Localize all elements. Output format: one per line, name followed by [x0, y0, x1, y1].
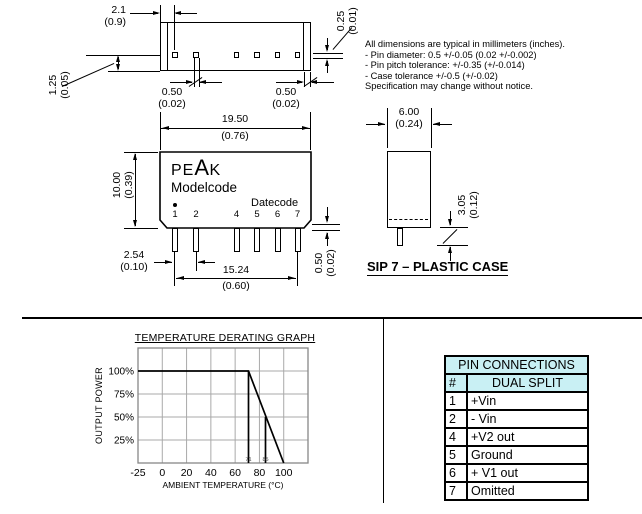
- pin1-marker-dot: [173, 203, 177, 207]
- pin-function-cell: - Vin: [467, 410, 588, 428]
- graph-title: TEMPERATURE DERATING GRAPH: [134, 332, 316, 344]
- curve-point-label: 71: [245, 457, 252, 463]
- pin-table-col1-header: #: [445, 374, 467, 392]
- x-tick-label: 40: [205, 467, 217, 479]
- pin-number-cell: 7: [445, 482, 467, 500]
- dim-arrowhead: [153, 11, 160, 15]
- pin-number-label: 7: [294, 209, 301, 220]
- dim-line: [135, 154, 136, 226]
- curve-point-label: 85: [262, 457, 269, 463]
- logo-k: K: [209, 162, 222, 179]
- dim-arrowhead: [116, 55, 120, 62]
- dim-arrowhead: [177, 276, 184, 280]
- x-tick-label: 20: [180, 467, 193, 479]
- dim-arrowhead: [162, 126, 169, 130]
- x-tick-label: 80: [253, 467, 266, 479]
- dim-pin-below: 1.25 (0.05): [47, 71, 71, 99]
- front-view-pin: [172, 228, 178, 252]
- pin-number-label: 2: [193, 209, 199, 220]
- top-view-pin-square: [193, 52, 199, 58]
- side-view-case: [387, 151, 431, 228]
- pin-function-cell: Omitted: [467, 482, 588, 500]
- dim-arrowhead: [174, 11, 181, 15]
- pin-table-row: [445, 428, 588, 446]
- pin-function-cell: +Vin: [467, 392, 588, 410]
- dim-arrowhead: [325, 45, 329, 52]
- logo-a: A: [194, 155, 210, 180]
- pin-number-cell: 4: [445, 428, 467, 446]
- modelcode-label: Modelcode: [171, 180, 238, 195]
- top-view-pin-square: [172, 52, 178, 58]
- note-line: - Case tolerance +/-0.5 (+/-0.02): [365, 70, 498, 81]
- dim-line: [108, 71, 160, 72]
- top-view-pin-square: [295, 52, 301, 58]
- dim-line: [174, 252, 175, 286]
- pin-function-cell: +V2 out: [467, 428, 588, 446]
- dim-case-height: 10.00 (0.39): [111, 171, 135, 199]
- dim-case-width-in: (0.76): [221, 130, 249, 142]
- dim-arrowhead: [133, 220, 137, 227]
- plot-border: [138, 348, 308, 463]
- pin-function-cell: Ground: [467, 446, 588, 464]
- pin-number-cell: 5: [445, 446, 467, 464]
- y-tick-label: 25%: [113, 435, 134, 447]
- dim-arrowhead: [198, 260, 205, 264]
- dim-arrowhead: [433, 122, 440, 126]
- datecode-label: Datecode: [251, 197, 299, 209]
- y-tick-label: 75%: [113, 389, 134, 401]
- dim-line: [124, 228, 158, 229]
- x-axis-label: AMBIENT TEMPERATURE (°C): [162, 480, 284, 490]
- derating-graph: [90, 330, 320, 494]
- pin-table-row: [445, 482, 588, 500]
- dim-line: [160, 112, 161, 150]
- y-tick-label: 100%: [108, 366, 134, 378]
- dim-line: [124, 152, 158, 153]
- dim-arrowhead: [288, 276, 295, 280]
- front-view-pin: [193, 228, 199, 252]
- x-tick-label: 100: [274, 467, 293, 479]
- dim-pin-pitch: 2.54 (0.10): [120, 249, 148, 273]
- pin-table-col2-header: DUAL SPLIT: [467, 374, 588, 392]
- pin-number-label: 4: [233, 209, 240, 220]
- dim-line: [313, 53, 343, 54]
- dim-arrowhead: [133, 153, 137, 160]
- pin-number-cell: 2: [445, 410, 467, 428]
- dim-pin-thickness: 0.25 (0.01): [335, 7, 359, 35]
- pin-number-label: 5: [254, 209, 260, 220]
- top-view-pin-square: [254, 52, 260, 58]
- dim-pin-length: 3.05 (0.12): [456, 191, 480, 219]
- top-view-case: [160, 22, 311, 71]
- dim-line: [310, 112, 311, 150]
- dim-pin-width-left: 0.50 (0.02): [158, 86, 186, 110]
- dim-arrowhead: [448, 246, 452, 253]
- top-view-pin-square: [234, 52, 240, 58]
- pin-number-label: 6: [274, 209, 281, 220]
- dim-line: [297, 252, 298, 286]
- dim-arrowhead: [116, 64, 120, 71]
- pin-function-cell: + V1 out: [467, 464, 588, 482]
- side-view-pin: [397, 228, 403, 246]
- y-tick-label: 50%: [113, 412, 134, 424]
- dim-line: [86, 55, 160, 56]
- dim-line: [167, 23, 168, 70]
- note-line: Specification may change without notice.: [365, 81, 533, 92]
- dim-arrowhead: [165, 260, 172, 264]
- dim-line: [437, 245, 468, 246]
- dim-arrowhead: [448, 219, 452, 226]
- dim-front-pin-width: 0.50 (0.02): [313, 249, 337, 277]
- front-view-pin: [254, 228, 260, 252]
- pin-number-cell: 1: [445, 392, 467, 410]
- dim-line: [303, 23, 304, 70]
- front-view-pin: [295, 228, 301, 252]
- pin-table-row: [445, 392, 588, 410]
- dim-line: [160, 5, 161, 22]
- side-view-dashed-line: [389, 219, 428, 220]
- dim-pin-span-in: (0.60): [222, 280, 250, 292]
- x-tick-label: 60: [229, 467, 241, 479]
- pin-number-cell: 6: [445, 464, 467, 482]
- case-caption: SIP 7 – PLASTIC CASE: [367, 259, 509, 274]
- leader-line: [443, 229, 458, 244]
- dim-line: [312, 224, 340, 225]
- dim-arrowhead: [302, 126, 309, 130]
- dim-pin-span-mm: 15.24: [222, 264, 250, 276]
- vertical-divider: [383, 317, 385, 503]
- pin-table-row: [445, 446, 588, 464]
- dim-arrowhead: [325, 232, 329, 239]
- dimension-notes: [365, 39, 565, 92]
- dim-arrowhead: [297, 80, 304, 84]
- front-view-pin: [234, 228, 240, 252]
- note-line: - Pin pitch tolerance: +/-0.35 (+/-0.014): [365, 60, 525, 71]
- note-line: - Pin diameter: 0.5 +/-0.05 (0.02 +/-0.002): [365, 49, 537, 60]
- logo-pe: PE: [171, 162, 195, 179]
- front-view-pin: [275, 228, 281, 252]
- pin-table-title: PIN CONNECTIONS: [445, 356, 588, 374]
- peak-logo: [171, 155, 221, 181]
- top-view-pin-square: [275, 52, 281, 58]
- y-axis-label: OUTPUT POWER: [94, 367, 104, 444]
- pin-connections-table: [444, 355, 589, 501]
- dim-arrowhead: [325, 216, 329, 223]
- pin-number-label: 1: [172, 209, 178, 220]
- x-tick-label: -25: [130, 467, 146, 479]
- dim-pin1-offset: 2.1 (0.9): [104, 4, 126, 28]
- x-tick-label: 0: [159, 467, 166, 479]
- horizontal-divider: [22, 317, 642, 319]
- dim-case-depth: 6.00 (0.24): [395, 106, 423, 130]
- note-line: All dimensions are typical in millimeters (inches).: [365, 39, 565, 49]
- pin-table-row: [445, 464, 588, 482]
- dim-arrowhead: [199, 80, 206, 84]
- dim-case-width-mm: 19.50: [221, 113, 249, 125]
- dim-arrowhead: [325, 59, 329, 66]
- pin-table-row: [445, 410, 588, 428]
- dim-pin-width-right: 0.50 (0.02): [272, 86, 300, 110]
